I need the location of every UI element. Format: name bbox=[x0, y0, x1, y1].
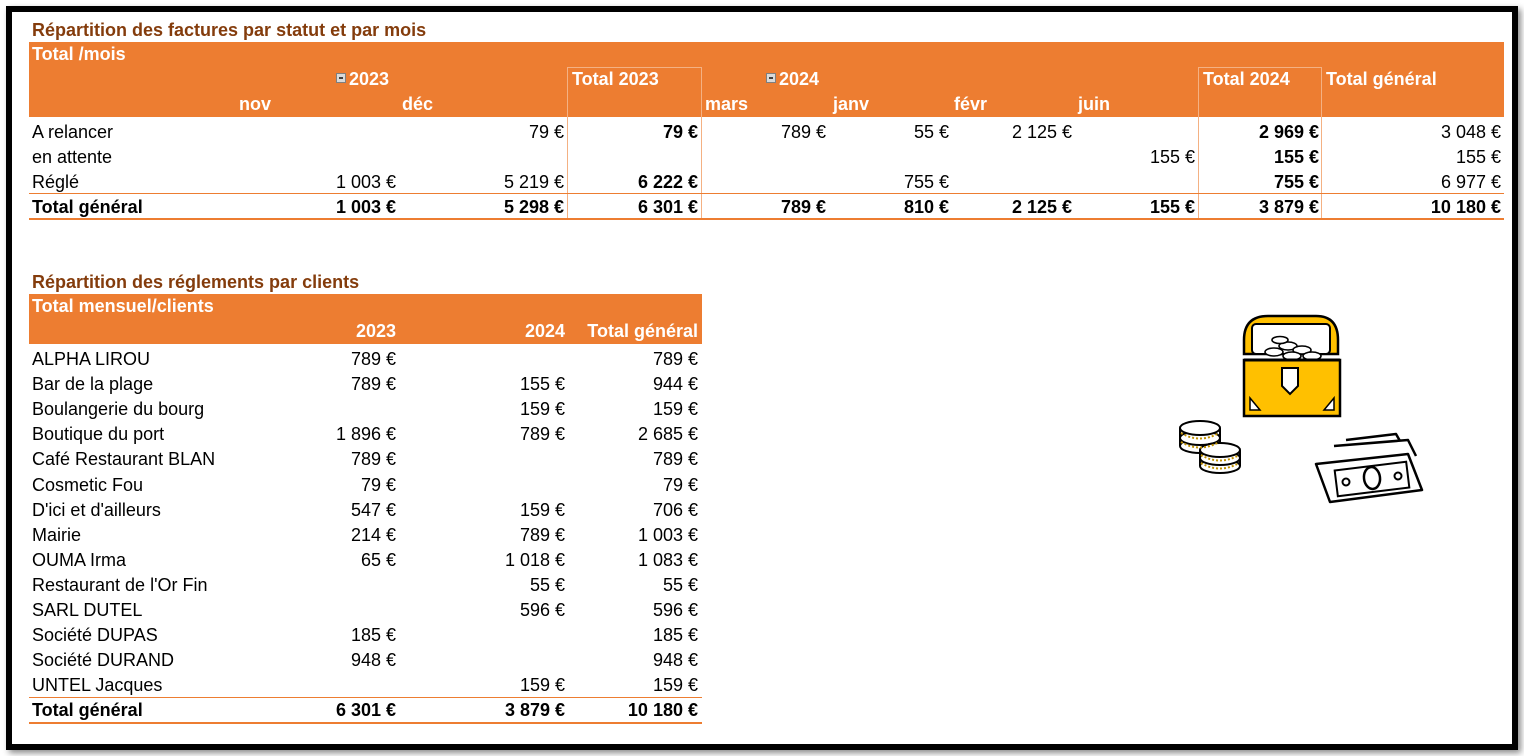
client-row-label: Boutique du port bbox=[32, 424, 165, 444]
cell-janv: 55 € bbox=[913, 122, 949, 142]
cell-y2023: 214 € bbox=[350, 525, 396, 545]
col-total-header: Total général bbox=[587, 321, 698, 341]
cell-y2024: 55 € bbox=[529, 575, 565, 595]
grand-total-header: Total général bbox=[1326, 69, 1437, 89]
cell-y2024: 159 € bbox=[519, 399, 565, 419]
coins-icon bbox=[1172, 414, 1248, 476]
cell-y2024: 789 € bbox=[519, 525, 565, 545]
month-nov-header: nov bbox=[239, 94, 272, 114]
cell-nov: 1 003 € bbox=[335, 197, 396, 217]
cell-total: 948 € bbox=[652, 650, 698, 670]
col-2023-header: 2023 bbox=[355, 321, 396, 341]
month-mars-header: mars bbox=[705, 94, 749, 114]
year-2024-label: 2024 bbox=[779, 69, 820, 89]
cell-t2023: 79 € bbox=[662, 122, 698, 142]
treasure-chest-icon bbox=[1232, 310, 1350, 418]
cell-total: 706 € bbox=[652, 500, 698, 520]
cell-y2024: 159 € bbox=[519, 675, 565, 695]
client-row-label: Bar de la plage bbox=[32, 374, 154, 394]
cell-t2023: 6 301 € bbox=[637, 197, 698, 217]
pivot1-total-separator bbox=[29, 193, 1504, 194]
month-janv-header: janv bbox=[833, 94, 870, 114]
cell-mars: 789 € bbox=[780, 122, 826, 142]
month-dec-header: déc bbox=[402, 94, 434, 114]
cell-total: 3 048 € bbox=[1440, 122, 1501, 142]
cell-juin: 155 € bbox=[1149, 197, 1195, 217]
cell-total: 596 € bbox=[652, 600, 698, 620]
year-2023-label: 2023 bbox=[349, 69, 390, 89]
month-fevr-header: févr bbox=[954, 94, 988, 114]
year-2023-header[interactable] bbox=[336, 69, 389, 90]
pivot2-total-separator bbox=[29, 697, 702, 698]
cell-total: 789 € bbox=[652, 349, 698, 369]
cell-dec: 5 219 € bbox=[503, 172, 564, 192]
cell-total: 159 € bbox=[652, 675, 698, 695]
cell-total: 10 180 € bbox=[627, 700, 698, 720]
cell-total: 79 € bbox=[662, 475, 698, 495]
client-row-label: ALPHA LIROU bbox=[32, 349, 151, 369]
pivot2-corner-label: Total mensuel/clients bbox=[32, 296, 214, 316]
cell-total: 944 € bbox=[652, 374, 698, 394]
cell-t2023: 6 222 € bbox=[637, 172, 698, 192]
cell-total: 155 € bbox=[1455, 147, 1501, 167]
status-row-label: A relancer bbox=[32, 122, 114, 142]
cell-total: 1 003 € bbox=[637, 525, 698, 545]
cell-nov: 1 003 € bbox=[335, 172, 396, 192]
client-row-label: UNTEL Jacques bbox=[32, 675, 163, 695]
cell-total: 6 977 € bbox=[1440, 172, 1501, 192]
client-row-label: OUMA Irma bbox=[32, 550, 127, 570]
cell-total: 1 083 € bbox=[637, 550, 698, 570]
pivot2-bottom-border bbox=[29, 722, 702, 724]
month-juin-header: juin bbox=[1078, 94, 1110, 114]
cell-y2023: 789 € bbox=[350, 449, 396, 469]
cell-janv: 810 € bbox=[903, 197, 949, 217]
year-2024-header[interactable] bbox=[766, 69, 819, 90]
client-row-label: SARL DUTEL bbox=[32, 600, 143, 620]
client-row-label: Cosmetic Fou bbox=[32, 475, 144, 495]
cell-total: 10 180 € bbox=[1430, 197, 1501, 217]
pivot1-title: Répartition des factures par statut et par mois bbox=[32, 20, 427, 40]
client-row-label: Mairie bbox=[32, 525, 82, 545]
client-row-label: Restaurant de l'Or Fin bbox=[32, 575, 208, 595]
cell-dec: 5 298 € bbox=[503, 197, 564, 217]
cell-fevr: 2 125 € bbox=[1011, 122, 1072, 142]
pivot1-corner-label: Total /mois bbox=[32, 44, 126, 64]
cell-total: 185 € bbox=[652, 625, 698, 645]
collapse-icon[interactable] bbox=[766, 73, 776, 83]
cell-y2024: 155 € bbox=[519, 374, 565, 394]
client-row-label: Boulangerie du bourg bbox=[32, 399, 205, 419]
cell-y2023: 547 € bbox=[350, 500, 396, 520]
cell-y2023: 948 € bbox=[350, 650, 396, 670]
status-row-label: Réglé bbox=[32, 172, 80, 192]
cell-y2023: 79 € bbox=[360, 475, 396, 495]
cell-total: 159 € bbox=[652, 399, 698, 419]
client-row-label: Société DURAND bbox=[32, 650, 175, 670]
total-row-label: Total général bbox=[32, 197, 143, 217]
cell-total: 789 € bbox=[652, 449, 698, 469]
cell-y2023: 185 € bbox=[350, 625, 396, 645]
cell-y2024: 3 879 € bbox=[504, 700, 565, 720]
cell-y2024: 596 € bbox=[519, 600, 565, 620]
client-row-label: D'ici et d'ailleurs bbox=[32, 500, 161, 520]
cell-y2023: 789 € bbox=[350, 349, 396, 369]
cell-dec: 79 € bbox=[528, 122, 564, 142]
banknotes-icon bbox=[1312, 432, 1428, 506]
col-2024-header: 2024 bbox=[524, 321, 565, 341]
cell-y2024: 1 018 € bbox=[504, 550, 565, 570]
collapse-icon[interactable] bbox=[336, 73, 346, 83]
spreadsheet-frame bbox=[6, 6, 1518, 750]
total-row-label: Total général bbox=[32, 700, 143, 720]
cell-y2023: 789 € bbox=[350, 374, 396, 394]
cell-y2024: 789 € bbox=[519, 424, 565, 444]
cell-t2024: 155 € bbox=[1273, 147, 1319, 167]
pivot1-bottom-border bbox=[29, 218, 1504, 220]
cell-mars: 789 € bbox=[780, 197, 826, 217]
status-row-label: en attente bbox=[32, 147, 113, 167]
cell-total: 55 € bbox=[662, 575, 698, 595]
pivot2-title: Répartition des réglements par clients bbox=[32, 272, 360, 292]
cell-y2023: 65 € bbox=[360, 550, 396, 570]
cell-total: 2 685 € bbox=[637, 424, 698, 444]
cell-t2024: 3 879 € bbox=[1258, 197, 1319, 217]
cell-juin: 155 € bbox=[1149, 147, 1195, 167]
cell-y2024: 159 € bbox=[519, 500, 565, 520]
cell-t2024: 755 € bbox=[1273, 172, 1319, 192]
total-2023-header: Total 2023 bbox=[572, 69, 659, 89]
cell-y2023: 6 301 € bbox=[335, 700, 396, 720]
cell-t2024: 2 969 € bbox=[1258, 122, 1319, 142]
cell-y2023: 1 896 € bbox=[335, 424, 396, 444]
cell-fevr: 2 125 € bbox=[1011, 197, 1072, 217]
total-2024-header: Total 2024 bbox=[1203, 69, 1290, 89]
client-row-label: Café Restaurant BLAN bbox=[32, 449, 216, 469]
cell-janv: 755 € bbox=[903, 172, 949, 192]
client-row-label: Société DUPAS bbox=[32, 625, 158, 645]
